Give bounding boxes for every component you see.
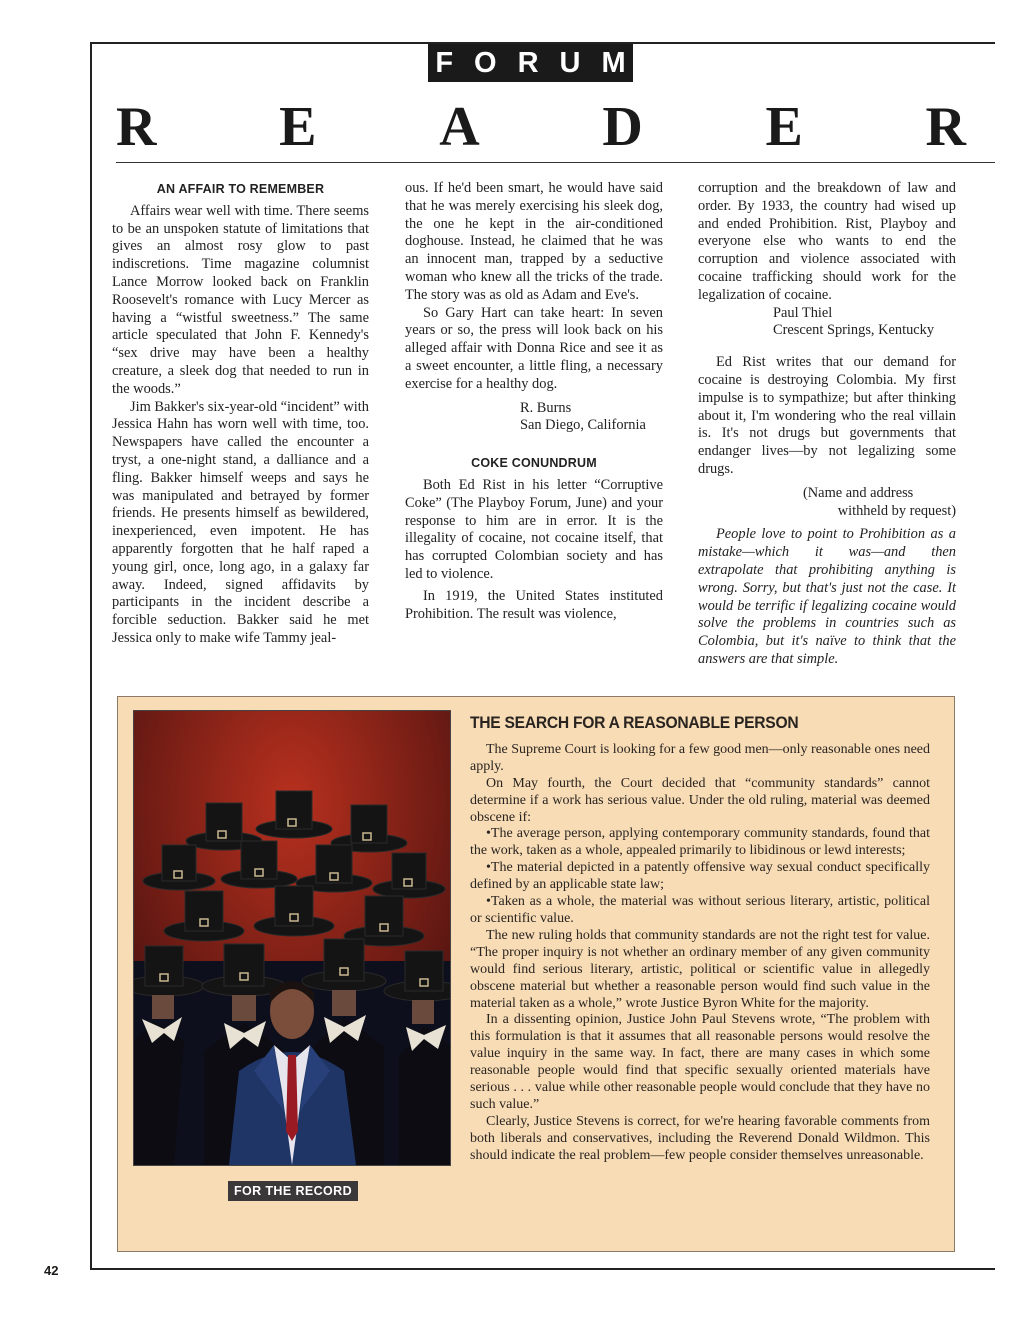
letter-paragraph: Ed Rist writes that our demand for cocaine is destroying Colombia. My first impulse is to sympathize; but after thinking about it, I'm wondering who the real villain is. It's not drugs but governments that endanger lives—by not legalizing some drugs. xyxy=(698,354,956,477)
letter-heading-coke: COKE CONUNDRUM xyxy=(471,456,597,471)
letters-column-2 xyxy=(405,180,663,623)
signature-place: Crescent Springs, Kentucky xyxy=(773,322,935,339)
page-number: 42 xyxy=(44,1263,59,1278)
reader-letter: A xyxy=(439,96,480,158)
reader-letter: R xyxy=(925,96,966,158)
signature-name: R. Burns xyxy=(520,399,572,416)
reader-letter: E xyxy=(765,96,803,158)
pilgrims-artwork xyxy=(134,711,450,1165)
for-the-record-sidebar xyxy=(117,696,955,1252)
forum-label: FORUM xyxy=(435,46,647,79)
letter-paragraph: ous. If he'd been smart, he would have said that he was merely exercising his sleek dog, the one he kept in the air-conditioned doghouse. Instead, he claimed that he was an innocent man, trapped by a seductive woman who knew all the tricks of the trade. The story was as old as Adam and Eve's. xyxy=(405,180,663,303)
signature-name: Paul Thiel xyxy=(773,304,833,321)
sidebar-paragraph: In a dissenting opinion, Justice John Paul Stevens wrote, “The problem with this formulation is that it assumes that all reasonable persons would resolve the value inquiry in the same way. In fact, there are many cases in which some reasonable people would find that specific sexually oriented materials have serious . . . value while other reasonable people would conclude that they have no such value.” xyxy=(470,1012,930,1112)
sidebar-paragraph: The Supreme Court is looking for a few good men—only reasonable ones need apply. xyxy=(470,741,931,774)
letters-column-3 xyxy=(698,180,956,669)
reader-letter: D xyxy=(602,96,643,158)
letter-paragraph: Jim Bakker's six-year-old “incident” with Jessica Hahn has worn well with time, too. Newspapers have called the encounter a tryst, a one-night stand, a dalliance and a fling. Bakker himself weeps and says he was manipulated and betrayed by former friends. He presents himself as bewildered, inexperienced, even impotent. He has apparently forgotten that he half raped a young girl, once, long ago, in a galaxy far away. Indeed, signed affidavits by participants in the incident describe a forcible seduction. Bakker said he met Jessica only to make wife Tammy jeal- xyxy=(112,398,369,646)
letter-paragraph: Both Ed Rist in his letter “Corruptive Coke” (The Playboy Forum, June) and your response to him are in error. It is the illegality of cocaine, not cocaine itself, that has corrupted Colombian society and has led to violence. xyxy=(405,476,663,582)
sidebar-bullet: •The material depicted in a patently offensive way sexual conduct specifically defined by an applicable state law; xyxy=(470,860,930,893)
sidebar-article xyxy=(470,715,930,1165)
sidebar-paragraph: The new ruling holds that community standards are not the right test for value. “The proper inquiry is not whether an ordinary member of any given community would find serious literary, artistic, political or scientific value in allegedly obscene material but whether a reasonable person would find such value in the material taken as a whole,” wrote Justice Byron White for the majority. xyxy=(470,927,930,1011)
signature-withheld: withheld by request) xyxy=(837,502,956,519)
sidebar-paragraph: On May fourth, the Court decided that “community standards” cannot determine if a work has serious value. Under the old ruling, material was deemed obscene if: xyxy=(470,775,930,825)
sidebar-bullet: •Taken as a whole, the material was without serious literary, artistic, political or scientific value. xyxy=(470,894,930,926)
signature-withheld: (Name and address xyxy=(803,484,914,501)
letter-heading-affair: AN AFFAIR TO REMEMBER xyxy=(156,182,325,196)
for-the-record-label: FOR THE RECORD xyxy=(228,1181,358,1201)
letter-paragraph: So Gary Hart can take heart: In seven years or so, the press will look back on his alleged affair with Donna Rice and see it as a sweet encounter, a little fling, a necessary exercise for a healthy dog. xyxy=(405,304,663,392)
frame-left-rule xyxy=(90,42,92,1270)
sidebar-title: THE SEARCH FOR A REASONABLE PERSON xyxy=(470,713,799,732)
reader-letter: R xyxy=(116,96,157,158)
letter-paragraph: In 1919, the United States instituted Prohibition. The result was violence, xyxy=(405,587,663,622)
forum-badge xyxy=(428,44,647,82)
header-rule xyxy=(116,162,995,163)
editor-reply: People love to point to Prohibition as a mistake—which it was—and then extrapolate that prohibiting anything is wrong. Sorry, but that's just not the case. It would be terrific if legalizing cocaine would solve the problems in countries such as Colombia, but it's naïve to think that the answers are that simple. xyxy=(698,526,956,667)
letter-paragraph: Affairs wear well with time. There seems to be an unspoken statute of limitations that gives an almost rosy glow to past indiscretions. Time magazine columnist Lance Morrow looked back on Franklin Roosevelt's romance with Lucy Mercer as having a “wistful sweetness.” The same article speculated that John F. Kennedy's “sex drive may have been a healthy creature, a sleek dog that needed to run in the woods.” xyxy=(112,202,369,397)
reader-title xyxy=(116,96,966,158)
frame-bottom-rule xyxy=(90,1268,995,1270)
reader-letter: E xyxy=(279,96,317,158)
sidebar-bullet: •The average person, applying contemporary community standards, found that the work, taken as a whole, appealed primarily to libidinous or lewd interests; xyxy=(470,826,930,859)
pilgrims-illustration xyxy=(133,710,451,1166)
signature-place: San Diego, California xyxy=(520,417,646,434)
sidebar-paragraph: Clearly, Justice Stevens is correct, for we're hearing favorable comments from both liberals and conservatives, including the Reverend Donald Wildmon. This should indicate the real problem—few people consider themselves unreasonable. xyxy=(470,1113,930,1163)
letters-column-1 xyxy=(112,181,369,648)
letter-paragraph: corruption and the breakdown of law and order. By 1933, the country had wised up and ended Prohibition. Rist, Playboy and everyone else who wants to end the corruption and violence associated with cocaine trafficking should work for the legalization of cocaine. xyxy=(698,180,956,303)
